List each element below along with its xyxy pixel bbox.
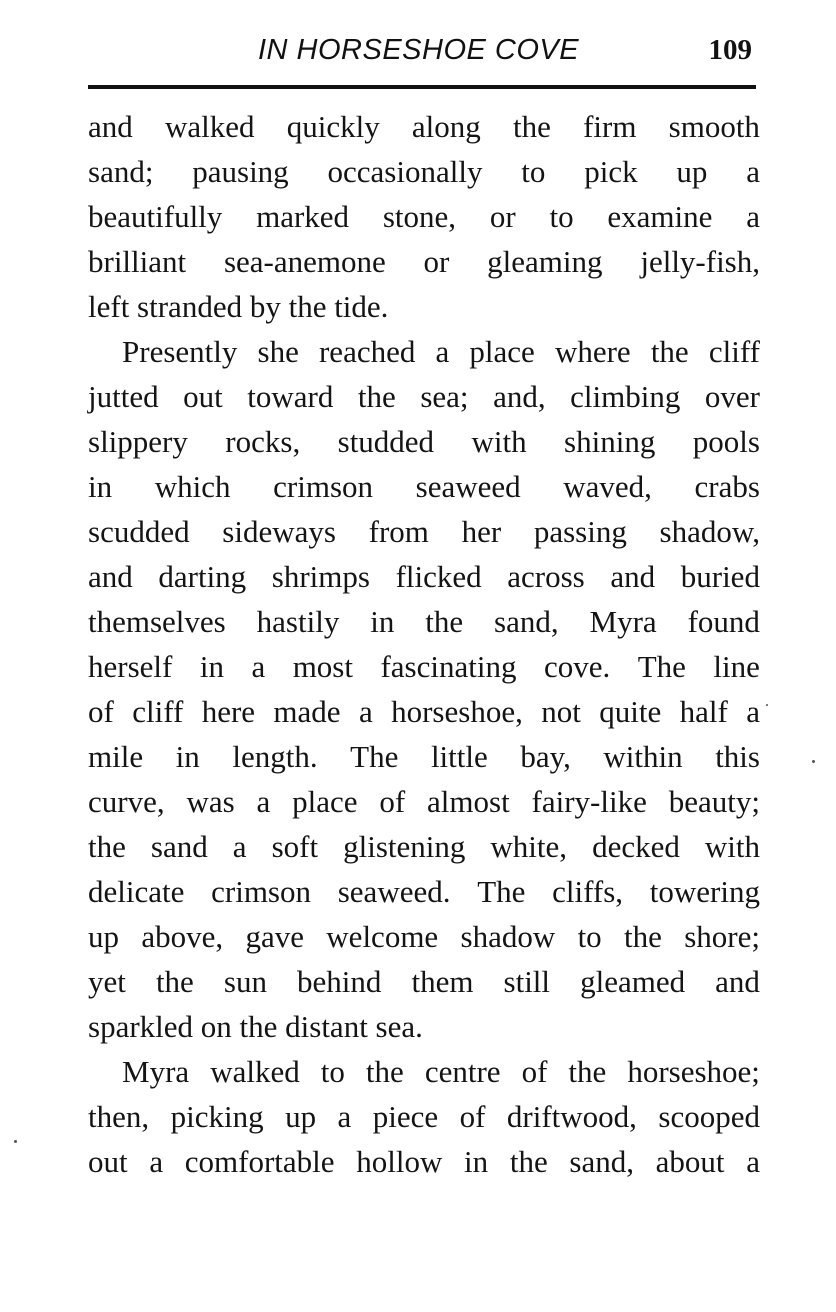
text-line: of cliff here made a horseshoe, not quite half a (88, 694, 760, 729)
text-line: out a comfortable hollow in the sand, about a (88, 1144, 760, 1179)
text-line: left stranded by the tide. (88, 289, 389, 324)
text-line: in which crimson seaweed waved, crabs (88, 469, 760, 504)
text-line: and walked quickly along the firm smooth (88, 109, 760, 144)
text-line: jutted out toward the sea; and, climbing over (88, 379, 760, 414)
text-line: beautifully marked stone, or to examine a (88, 199, 760, 234)
text-line: then, picking up a piece of driftwood, scooped (88, 1099, 760, 1134)
body-text (88, 104, 760, 1184)
text-line: scudded sideways from her passing shadow, (88, 514, 760, 549)
text-line: brilliant sea-anemone or gleaming jelly-fish, (88, 244, 760, 279)
text-line: delicate crimson seaweed. The cliffs, towering (88, 874, 760, 909)
running-title: IN HORSESHOE COVE (258, 34, 580, 66)
text-line: themselves hastily in the sand, Myra found (88, 604, 760, 639)
text-line: up above, gave welcome shadow to the shore; (88, 919, 760, 954)
text-line: sparkled on the distant sea. (88, 1009, 423, 1044)
text-line: and darting shrimps flicked across and buried (88, 559, 760, 594)
header-rule (88, 85, 756, 89)
text-line: Myra walked to the centre of the horseshoe; (122, 1054, 760, 1089)
text-line: slippery rocks, studded with shining pools (88, 424, 760, 459)
text-line: sand; pausing occasionally to pick up a (88, 154, 760, 189)
print-speck (766, 704, 768, 706)
text-line: yet the sun behind them still gleamed and (88, 964, 760, 999)
page-number: 109 (708, 34, 752, 66)
print-speck (14, 1140, 17, 1143)
text-line: Presently she reached a place where the cliff (122, 334, 760, 369)
text-line: the sand a soft glistening white, decked with (88, 829, 760, 864)
print-speck (812, 760, 815, 763)
text-line: herself in a most fascinating cove. The line (88, 649, 760, 684)
text-line: mile in length. The little bay, within this (88, 739, 760, 774)
page-header (88, 34, 756, 74)
text-line: curve, was a place of almost fairy-like beauty; (88, 784, 760, 819)
